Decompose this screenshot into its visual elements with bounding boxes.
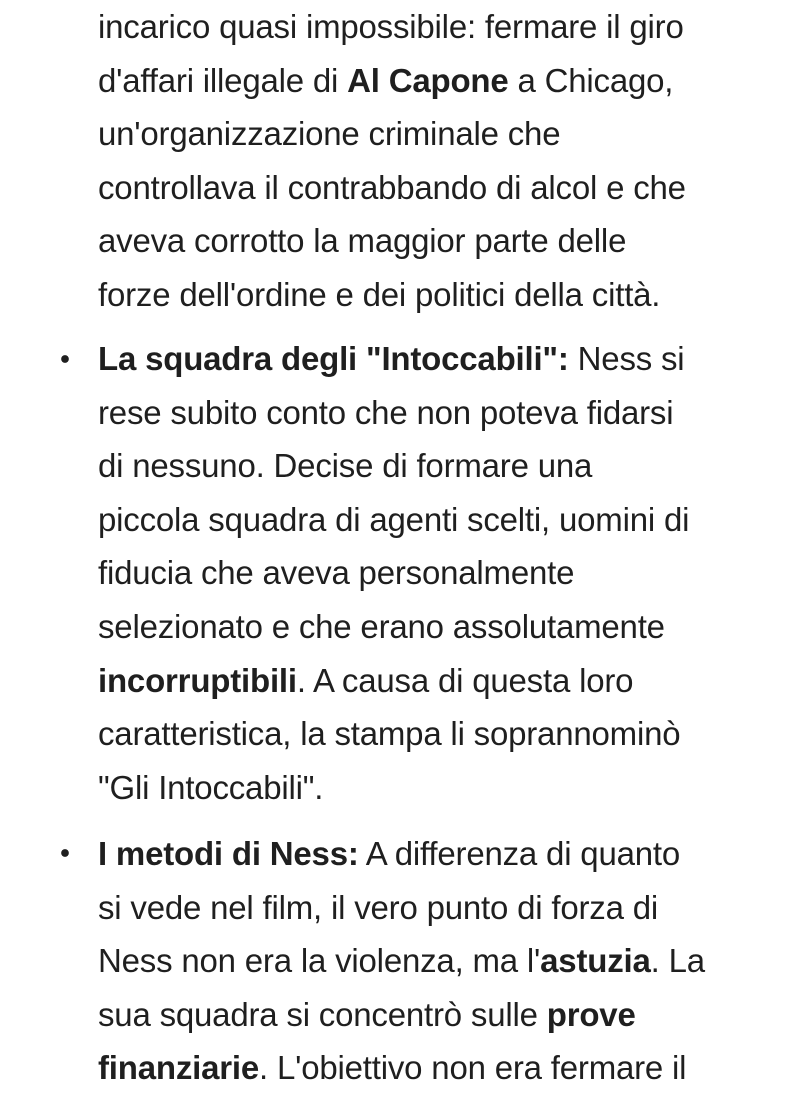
text-run: un'organizzazione criminale che <box>98 115 561 153</box>
bullet-1-marker <box>61 355 69 363</box>
bold-text-run: incorruptibili <box>98 661 297 699</box>
text-run: aveva corrotto la maggior parte delle <box>98 222 627 260</box>
text-run: d'affari illegale di <box>98 61 348 99</box>
bullet-2-marker <box>61 849 69 857</box>
text-run: di nessuno. Decise di formare una <box>98 447 593 485</box>
text-run: piccola squadra di agenti scelti, uomini di <box>98 500 690 538</box>
bold-text-run: prove <box>546 995 636 1033</box>
text-run: si vede nel film, il vero punto di forza di <box>98 888 659 926</box>
text-line <box>98 0 778 54</box>
bold-text-run: finanziarie <box>98 1049 260 1087</box>
text-run: A differenza di quanto <box>358 835 681 872</box>
text-line <box>98 439 778 493</box>
text-run: "Gli Intoccabili". <box>98 768 324 806</box>
text-line <box>98 268 778 322</box>
paragraph-top <box>98 0 778 322</box>
text-run: sua squadra si concentrò sulle <box>98 995 547 1033</box>
text-run: . L'obiettivo non era fermare il <box>259 1049 687 1087</box>
text-line <box>98 107 778 161</box>
text-run: incarico quasi impossibile: fermare il giro <box>98 8 684 45</box>
text-run: . La <box>650 942 705 980</box>
bold-text-run: astuzia <box>540 942 651 980</box>
text-line <box>98 827 778 881</box>
text-line <box>98 707 778 761</box>
text-line <box>98 546 778 600</box>
text-run: Ness non era la violenza, ma l' <box>98 942 541 980</box>
text-line <box>98 54 778 108</box>
bold-text-run: La squadra degli "Intoccabili": <box>98 340 569 377</box>
text-run: controllava il contrabbando di alcol e che <box>98 168 686 206</box>
bold-text-run: Al Capone <box>347 61 509 99</box>
text-run: caratteristica, la stampa li soprannominò <box>98 715 681 753</box>
text-line <box>98 600 778 654</box>
text-line <box>98 214 778 268</box>
text-line <box>98 654 778 708</box>
text-run: fiducia che aveva personalmente <box>98 554 575 592</box>
text-run: Ness si <box>568 340 685 377</box>
text-run: . A causa di questa loro <box>296 661 634 699</box>
text-run: forze dell'ordine e dei politici della città. <box>98 275 661 313</box>
bold-text-run: I metodi di Ness: <box>98 835 359 872</box>
text-line <box>98 988 778 1042</box>
bullet-1-text <box>98 332 778 814</box>
bullet-2-text <box>98 827 778 1095</box>
text-run: rese subito conto che non poteva fidarsi <box>98 393 674 431</box>
text-line <box>98 1041 778 1095</box>
text-line <box>98 161 778 215</box>
text-run: a Chicago, <box>508 61 674 99</box>
text-run: selezionato e che erano assolutamente <box>98 607 665 645</box>
text-line <box>98 934 778 988</box>
text-line <box>98 386 778 440</box>
text-line <box>98 332 778 386</box>
text-line <box>98 761 778 815</box>
text-line <box>98 881 778 935</box>
text-line <box>98 493 778 547</box>
